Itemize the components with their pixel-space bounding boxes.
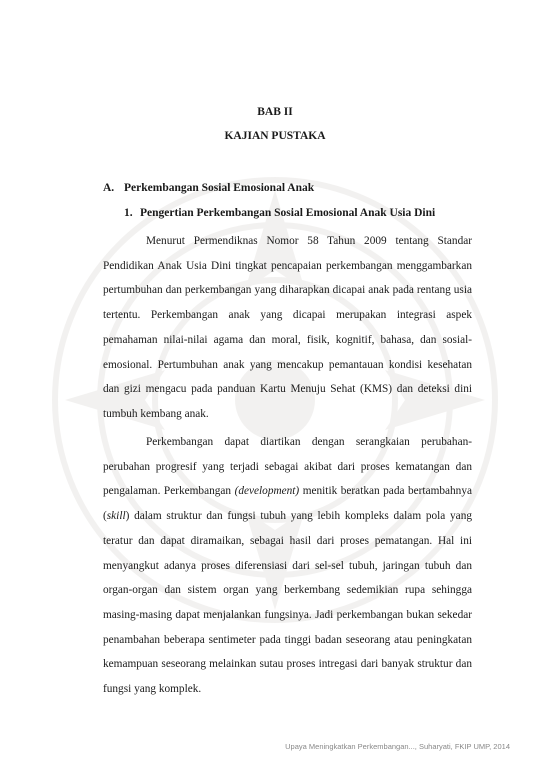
- paragraph-2: [103, 430, 472, 702]
- section-heading: [103, 182, 314, 194]
- section-title: Perkembangan Sosial Emosional Anak: [124, 182, 315, 194]
- text-run: menitik beratkan pada bertambahnya (: [103, 485, 472, 523]
- text-run: Perkembangan dapat diartikan dengan serangkaian perubahan-perubahan progresif yang terjadi sebagai akibat dari proses kematangan dan pengalaman. Perkembangan: [103, 436, 472, 498]
- page-footer: Upaya Meningkatkan Perkembangan..., Suharyati, FKIP UMP, 2014: [285, 742, 510, 751]
- chapter-number: BAB II: [257, 106, 293, 118]
- subsection-title: Pengertian Perkembangan Sosial Emosional Anak Usia Dini: [140, 207, 436, 219]
- section-number: A.: [103, 182, 115, 194]
- chapter-title: KAJIAN PUSTAKA: [224, 130, 326, 142]
- text-run: Menurut Permendiknas Nomor 58 Tahun 2009 tentang Standar Pendidikan Anak Usia Dini tingkat pencapaian perkembangan menggambarkan pertumbuhan dan perkembangan yang diharapkan dicapai anak pada rentang usia tertentu. Perkembangan anak yang dicapai merupakan integrasi aspek pemahaman nilai-nilai agama dan moral, fisik, kognitif, bahasa, dan sosial-emosional. Pertumbuhan anak yang mencakup pemantauan kondisi kesehatan dan gizi mengacu pada panduan Kartu Menuju Sehat (KMS) dan deteksi dini tumbuh kembang anak.: [103, 235, 472, 420]
- text-run: skill: [106, 510, 126, 523]
- paragraph-1: [103, 229, 472, 427]
- subsection-number: 1.: [124, 207, 133, 219]
- text-run: ) dalam struktur dan fungsi tubuh yang lebih kompleks dalam pola yang teratur dan dapat diramaikan, sebagai hasil dari proses pematangan. Hal ini menyangkut adanya proses diferensiasi dari sel-sel tubuh, jaringan tubuh dan organ-organ dan sistem organ yang berkembang sedemikian rupa sehingga masing-masing dapat menjalankan fungsinya. Jadi perkembangan bukan sekedar penambahan beberapa sentimeter pada tinggi badan seseorang atau peningkatan kemampuan seseorang melainkan sutau proses intregasi dari banyak struktur dan fungsi yang komplek.: [103, 510, 472, 696]
- subsection-heading: [124, 207, 435, 219]
- text-run: (development): [234, 485, 300, 498]
